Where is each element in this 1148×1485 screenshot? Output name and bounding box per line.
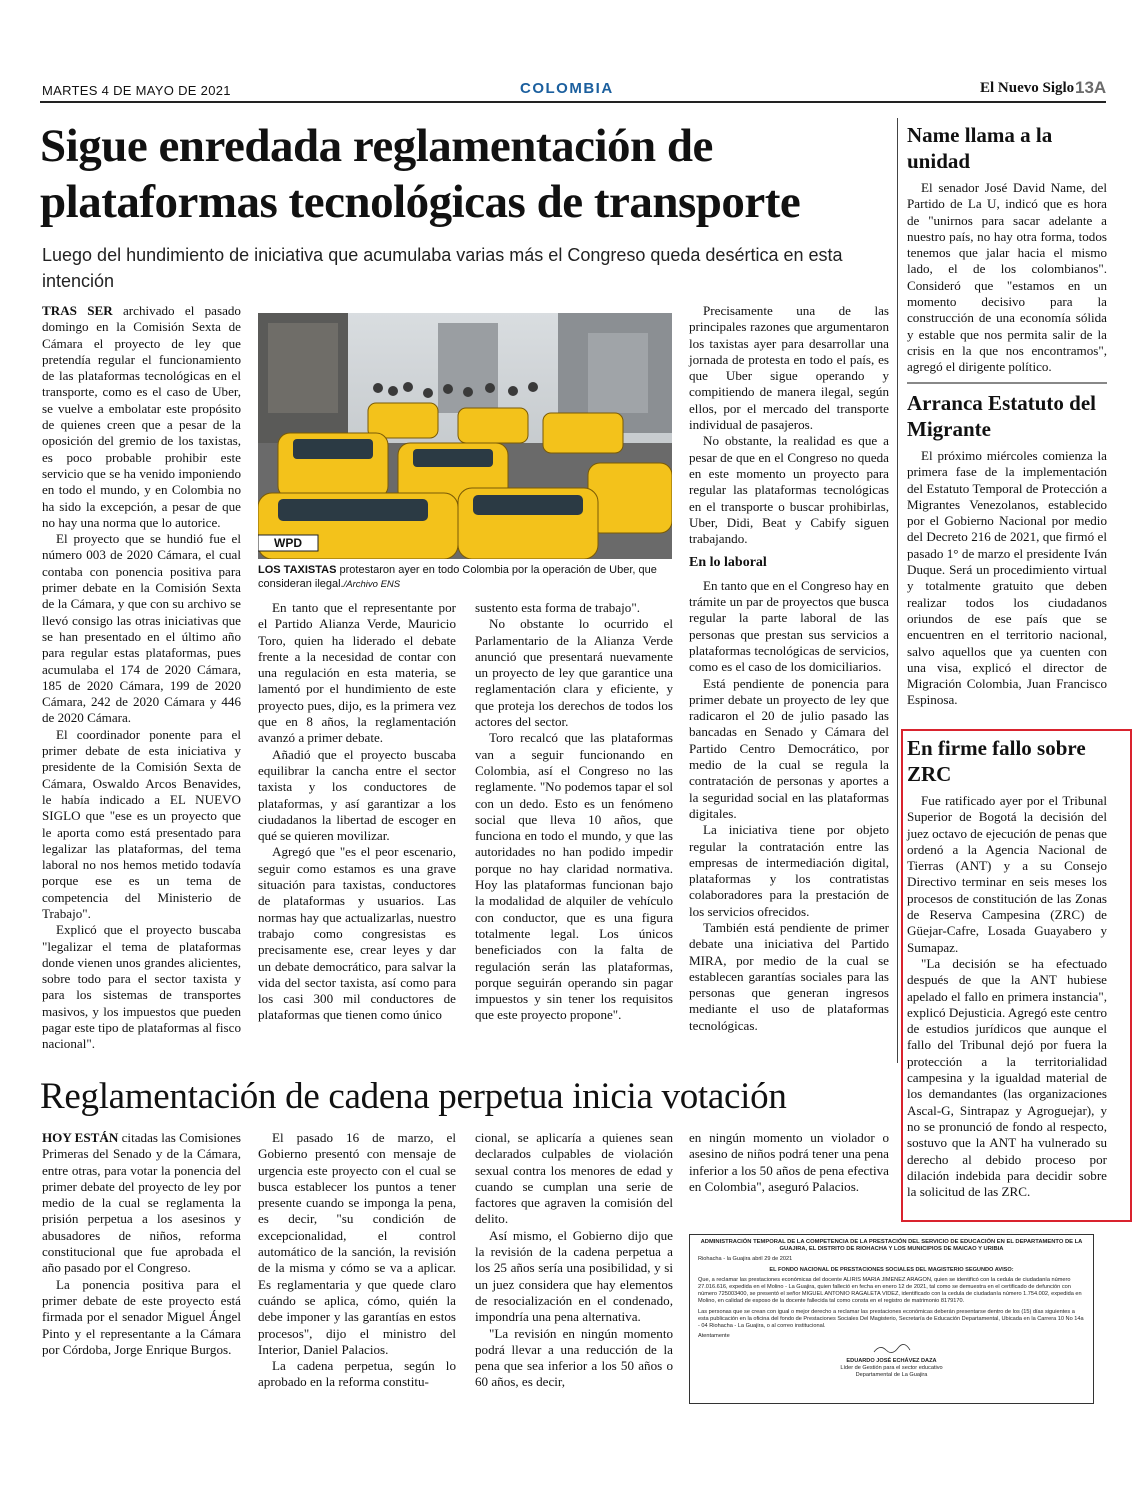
paragraph: En tanto que en el Congreso hay en trámite un par de proyectos que busca regular la parte laboral de las personas que prestan sus servicios a plataformas tecnológicas de servicios, como es el caso de los domiciliarios. (689, 577, 889, 675)
taxi-protest-photo (258, 313, 672, 559)
lead-words: HOY ESTÁN (42, 1130, 119, 1145)
license-plate: WPD (274, 536, 302, 550)
brief-body: "La decisión se ha efectuado después de que la ANT hubiese apelado el fallo en primera instancia", explicó Dejusticia. Agregó este centro de estudios jurídicos que aunque el fallo del Tribunal dejó por fuera la protección a la territorialidad campesina y la igualdad material de los demandantes (las organizaciones Ascal-G, Sintrapaz y Agroguejar), y no se pronunció de fondo al respecto, sostuvo que la ANT ha vulnerado su derecho al debido proceso por dilación indebida para decidir sobre la solicitud de las ZRC. (907, 955, 1107, 1200)
main-column-2 (258, 600, 456, 1024)
paragraph: No obstante, la realidad es que a pesar de que en el Congreso no queda en este momento un proyecto para regular las plataformas tecnológicas en el transporte o buscar prohibirlas, Uber, Didi, Beat y Cabify siguen trabajando. (689, 433, 889, 547)
paragraph: Agregó que "es el peor escenario, seguir como estamos es una grave situación para taxistas, conductores de plataformas y usuarios. Las normas hay que actualizarlas, nuestro trabajo como congresistas es precisamente ese, crear leyes y dar un debate democrático, para salvar la vida del sector taxista, así como para los casi 300 mil conductores de plataformas que tienen como único (258, 844, 456, 1023)
sidebar-brief-name (907, 122, 1107, 376)
caption-lead: LOS TAXISTAS (258, 564, 337, 576)
notice-body: Que, a reclamar las prestaciones económicas del docente ALIRIS MARIA JIMENEZ ARAGON, quien se identificó con la cedula de ciudadanía número 27.016.616, expedida en el Molino - La Guajira, quien falleció en fecha en enero 12 de 2021, tal como se demuestra en el certificado de defunción con número 725003400, se presentó el señor MIGUEL ANTONIO RAGALETA VIDEZ, identificado con la cedula de ciudadanía número 1.754.002, expedida en Molino, en calidad de esposo de la docente fallecida tal como consta en el registro de matrimonio 8179170. (698, 1276, 1082, 1305)
signature-scribble (872, 1344, 912, 1354)
newspaper-brand: El Nuevo Siglo (980, 80, 1075, 96)
paragraph: No obstante lo ocurrido el Parlamentario de la Alianza Verde anunció que presentará nuevamente un proyecto de ley que garantice una reglamentación clara y eficiente, y que proteja los derechos de todos los actores del sector. (475, 616, 673, 730)
brief-body: El próximo miércoles comienza la primera fase de la implementación del Estatuto Temporal de Protección a Migrantes Venezolanos, establecido por el Gobierno Nacional por medio del Decreto 216 de 2021, que firmó el pasado 1° de marzo el presidente Iván Duque. Será un procedimiento virtual y totalmente gratuito que deben realizar todos los ciudadanos oriundos de ese país que se encuentren en el territorio nacional, salvo aquellos que ya cuenten con una visa, explicó el director de Migración Colombia, Juan Francisco Espinosa. (907, 448, 1107, 708)
paragraph: Toro recalcó que las plataformas van a seguir funcionando en Colombia, así el Congreso no las reglamente. "No podemos tapar el sol con un dedo. Esto es un fenómeno social que lleva 10 años, que funciona en todo el mundo, y que las autoridades no han podido impedir porque no hay claridad normativa. Hoy las plataformas funcionan bajo la modalidad de alquiler de vehículo con conductor, que es una figura totalmente legal. Los únicos beneficiados con la falta de regulación serán las plataformas, porque seguirán operando sin pagar impuestos y sin tener los requisitos que este proyecto propone". (475, 730, 673, 1023)
legal-notice (689, 1234, 1094, 1404)
paragraph: Así mismo, el Gobierno dijo que la revisión de la cadena perpetua a los 25 años sería una posibilidad, y si un juez considera que hay elementos de resocialización en el condenado, impondría una pena alternativa. (475, 1227, 673, 1325)
paragraph: Añadió que el proyecto buscaba equilibrar la cancha entre el sector taxista y los conductores de plataformas, y así garantizar a los ciudadanos la libertad de escoger en qué se quieren movilizar. (258, 746, 456, 844)
paragraph: La ponencia positiva para el primer debate de este proyecto está firmada por el senador Miguel Ángel Pinto y el representante a la Cámara por Córdoba, Jorge Enrique Burgos. (42, 1276, 241, 1357)
paragraph: El pasado 16 de marzo, el Gobierno presentó con mensaje de urgencia este proyecto con el cual se busca establecer los puntos a tener presente cuando se imponga la pena, es decir, "su condición de excepcionalidad, el control automático de la sanción, la revisión de la misma y cómo se va a aplicar. Es reglamentaria y que quede claro cuándo se aplica, cómo, quién la debe imponer y las garantías en estos procesos", dijo el ministro del Interior, Daniel Palacios. (258, 1130, 456, 1357)
caption-text: protestaron ayer en todo Colombia por la operación de Uber, que consideran ilegal. (258, 564, 657, 590)
notice-place-date: Riohacha - la Guajira abril 29 de 2021 (698, 1256, 793, 1263)
sidebar-rule (907, 382, 1107, 384)
brief-body: Fue ratificado ayer por el Tribunal Superior de Bogotá la decisión del juez octavo de ejecución de penas que ordenó a la Agencia Nacional de Tierras (ANT) y a su Consejo Directivo terminar en seis meses los procesos de constitución de las Zonas de Reserva Campesina (ZRC) de Güejar-Cafre, Losada Guayabero y Sumapaz. (907, 793, 1107, 955)
subheading: En lo laboral (689, 555, 767, 571)
paragraph: En tanto que el representante por el Partido Alianza Verde, Mauricio Toro, quien ha liderado el debate frente a la necesidad de contar con una regulación en esta materia, se lamentó por el hundimiento de este proyecto pues, dijo, es la primera vez que en 8 años, la reglamentación avanzó a primer debate. (258, 600, 456, 746)
second-column-3 (475, 1130, 673, 1391)
signature-block (698, 1344, 1085, 1379)
main-column-4 (689, 303, 889, 1034)
paragraph: en ningún momento un violador o asesino de niños podrá tener una pena inferior a los 50 años de pena efectiva en Colombia", aseguró Palacios. (689, 1130, 889, 1194)
notice-closing: Atentamente (698, 1333, 730, 1340)
paragraph: archivado el pasado domingo en la Comisión Sexta de Cámara el proyecto de ley que pretendía regular el funcionamiento de las plataformas tecnológicas en el transporte, como es el caso de Uber, se vuelve a embolatar este propósito de quienes creen que a pesar de la oposición del gremio de los taxistas, es poco probable prohibir este servicio que se ha venido imponiendo en todo el mundo, y en Colombia no ha sido la excepción, a pesar de que no hay una norma que lo autorice. (42, 303, 241, 530)
brief-title: Name llama a la unidad (907, 123, 1053, 173)
issue-date: MARTES 4 DE MAYO DE 2021 (42, 83, 231, 98)
main-headline: Sigue enredada reglamentación de plataformas tecnológicas de transporte (40, 120, 801, 228)
paragraph: sustento esta forma de trabajo". (475, 600, 640, 615)
photo-caption (258, 563, 672, 592)
paragraph: El proyecto que se hundió fue el número 003 de 2020 Cámara, el cual contaba con ponencia positiva para primer debate en la Comisión Sexta de la Cámara, y que con su archivo se llevó consigo las otras iniciativas que se han presentado en el último año para regular estas plataformas, pues acumulaba el 174 de 2020 Cámara, 185 de 2020 Cámara, 199 de 2020 Cámara, 242 de 2020 Cámara y 446 de 2020 Cámara. (42, 531, 241, 726)
second-column-2 (258, 1130, 456, 1391)
paragraph: cional, se aplicaría a quienes sean declarados culpables de violación sexual contra los menores de edad y cuando se cumplan una serie de factores que agraven la comisión del delito. (475, 1130, 673, 1227)
brief-title: En firme fallo sobre ZRC (907, 736, 1086, 786)
paragraph: Explicó que el proyecto buscaba "legalizar el tema de plataformas donde vienen unos grandes alicientes, sobre todo para el sector taxista y para los sistemas de transportes masivos, y los impuestos que pueden pagar este tipo de plataformas al fisco nacional". (42, 922, 241, 1052)
notice-subheading: EL FONDO NACIONAL DE PRESTACIONES SOCIALES DEL MAGISTERIO SEGUNDO AVISO: (769, 1266, 1014, 1273)
sidebar-brief-zrc (907, 735, 1107, 1200)
second-column-1 (42, 1130, 241, 1358)
signer-role: Líder de Gestión para el sector educativo (840, 1364, 943, 1371)
notice-heading: ADMINISTRACIÓN TEMPORAL DE LA COMPETENCIA DE LA PRESTACIÓN DEL SERVICIO DE EDUCACIÓN EN EL DEPARTAMENTO DE LA GUAJIRA, EL DISTRITO DE RIOHACHA Y LOS MUNICIPIOS DE MAICAO Y URIBIA (700, 1239, 1083, 1253)
section-name: COLOMBIA (520, 80, 614, 97)
paragraph: La iniciativa tiene por objeto regular la contratación entre las empresas de intermediación digital, plataformas y los contratistas colaboradores para la prestación de los servicios ofrecidos. (689, 822, 889, 919)
paragraph: Precisamente una de las principales razones que argumentaron los taxistas ayer para desarrollar una jornada de protesta en todo el país, es que Uber sigue operando y compitiendo de manera ilegal, según ellos, por el mercado del transporte individual de pasajeros. (689, 303, 889, 433)
paragraph: La cadena perpetua, según lo aprobado en la reforma constitu- (258, 1358, 456, 1390)
second-headline: Reglamentación de cadena perpetua inicia votación (40, 1076, 787, 1117)
signer-name: EDUARDO JOSÉ ECHÁVEZ DAZA (846, 1357, 937, 1364)
paragraph: El coordinador ponente para el primer debate de esta iniciativa y presidente de la Comisión Sexta de Cámara, Oswaldo Arcos Benavides, le había indicado a EL NUEVO SIGLO que "ese es un proyecto que le aporta como está presentado para legalizar las plataformas, del tema laboral no nos hemos metido todavía porque ese es un tema de competencia del Ministerio de Trabajo". (42, 726, 241, 921)
page-number: 13A (1075, 78, 1107, 97)
brief-body: El senador José David Name, del Partido de La U, indicó que es hora de "unirnos para sacar adelante a nuestro país, no hay otra forma, todos tenemos que jalar hacia el mismo lado, el de los colombianos". Consideró que "estamos en un momento decisivo para la construcción de una economía sólida y estable que nos permita salir de la crisis en la que nos encontramos", agregó el dirigente político. (907, 180, 1107, 375)
main-column-1 (42, 303, 241, 1053)
photo-credit: /Archivo ENS (343, 579, 401, 590)
paragraph: También está pendiente de primer debate una iniciativa del Partido MIRA, por medio de la cual se establecen garantías sociales para las personas que generan ingresos mediante el uso de plataformas tecnológicas. (689, 919, 889, 1033)
second-column-4 (689, 1130, 889, 1195)
paragraph: citadas las Comisiones Primeras del Senado y de la Cámara, entre otras, para votar la ponencia del primer debate del proyecto de ley por medio de la cual se reglamenta la prisión perpetua a los asesinos y abusadores de niños, reforma constitucional que fue aprobada el año pasado por el Congreso. (42, 1130, 241, 1276)
sidebar-brief-migrante (907, 390, 1107, 709)
paragraph: "La revisión en ningún momento podrá llevar a una reducción de la pena que sea inferior a los 50 años o 60 años, es decir, (475, 1325, 673, 1390)
paragraph: Está pendiente de ponencia para primer debate un proyecto de ley que radicaron el 20 de julio pasado las bancadas en Senado y Cámara del Partido Centro Democrático, por medio de la cual se regula la contratación de personas y aportes a la seguridad social en las plataformas digitales. (689, 675, 889, 821)
header-rule (40, 101, 1106, 103)
main-subtitle: Luego del hundimiento de iniciativa que acumulaba varias más el Congreso queda desértica en esta intención (42, 245, 843, 291)
brief-title: Arranca Estatuto del Migrante (907, 391, 1096, 441)
notice-body: Las personas que se crean con igual o mejor derecho a reclamar las prestaciones económicas deberán presentarse dentro de los (15) días siguientes a esta publicación en la oficina del fondo de Prestaciones Sociales Del Magisterio, Secretaría de Educación Departamental, Ubicada en la Carrera 10 No 14a - 04 Riohacha - La Guajira, o al correo institucional. (698, 1308, 1084, 1330)
main-column-3 (475, 600, 673, 1024)
sidebar-divider (897, 118, 898, 1063)
signer-role: Departamental de La Guajira (855, 1372, 928, 1379)
lead-words: TRAS SER (42, 303, 113, 318)
